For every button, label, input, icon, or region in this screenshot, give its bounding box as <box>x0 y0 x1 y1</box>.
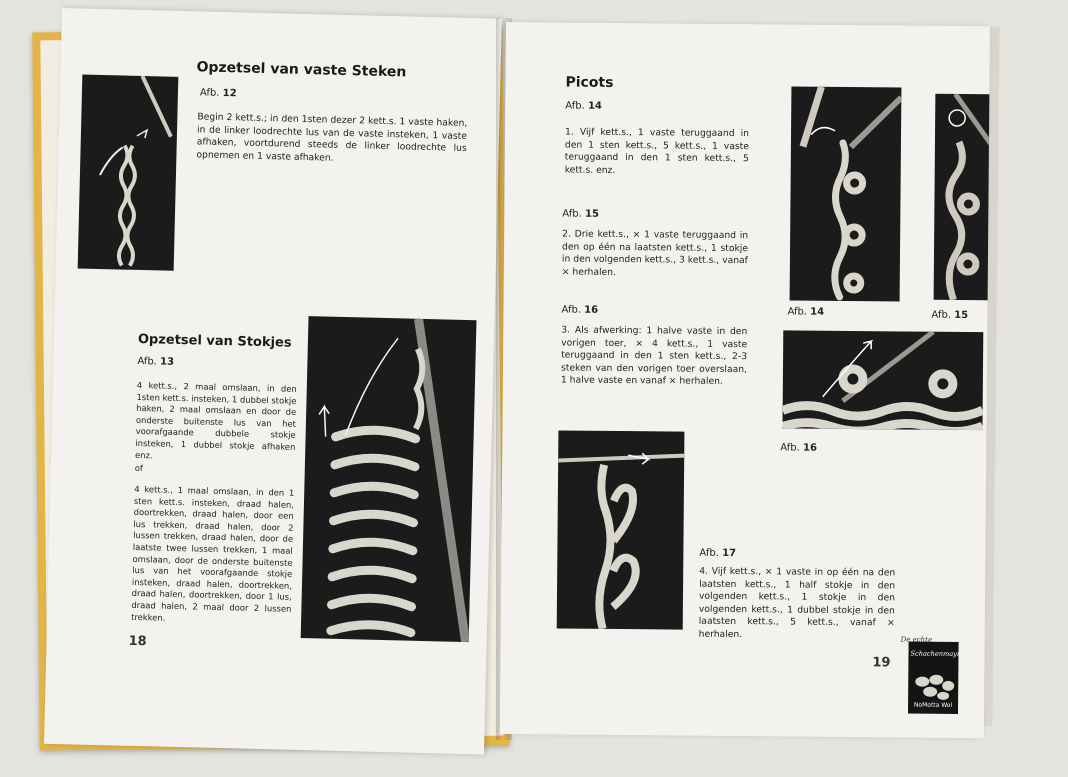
photo-afb-16 <box>782 330 983 430</box>
figure-label-text: Afb. <box>199 87 220 99</box>
caption-number: 14 <box>810 306 825 318</box>
figure-label-15 <box>562 208 599 219</box>
caption-label: Afb. <box>780 442 800 454</box>
right-page <box>500 22 990 738</box>
figure-number: 13 <box>159 356 175 368</box>
section-title-vaste-steken: Opzetsel van vaste Steken <box>196 59 407 81</box>
figure-number: 16 <box>584 304 599 316</box>
section-title-picots: Picots <box>565 74 614 91</box>
paragraph-vaste-steken: Begin 2 kett.s.; in den 1sten dezer 2 kett.s. 1 vaste haken, in de linker loodrechte lus van de vaste insteken, 1 vaste afhaken, voortdurend steeds de linker loodrechte lus opnemen en 1 vaste afhaken. <box>196 111 468 164</box>
photo-afb-15 <box>934 94 990 300</box>
caption-afb-15 <box>931 310 968 321</box>
photo-afb-12 <box>78 75 179 271</box>
page-number-left: 18 <box>128 633 147 650</box>
figure-label-12 <box>200 87 237 99</box>
item-4: 4. Vijf kett.s., ⨯ 1 vaste in op één na den laatsten kett.s., 1 half stokje in den volgenden kett.s., 1 stokje in den volgenden kett.s., 1 dubbel stokje in den laatsten kett.s., 5 kett.s., vanaf ⨯ herhalen. <box>698 565 896 641</box>
logo-name: Schachenmayr <box>910 649 961 658</box>
figure-number: 15 <box>584 208 600 220</box>
figure-number: 17 <box>722 547 737 560</box>
photo-afb-13 <box>301 316 477 642</box>
logo-script: De echte <box>900 635 933 644</box>
caption-label: Afb. <box>787 306 808 318</box>
figure-label-16 <box>561 304 598 315</box>
item-3: 3. Als afwerking: 1 halve vaste in den vorigen toer, ⨯ 4 kett.s., 1 vaste teruggaand in den 1 sten kett.s., 2-3 steken van den vorigen toer overslaan, 1 halve vaste en vanaf ⨯ herhalen. <box>560 324 748 388</box>
caption-number: 16 <box>802 442 817 454</box>
item-1: 1. Vijf kett.s., 1 vaste teruggaand in den 1 sten kett.s., 5 kett.s., 1 vaste teruggaand in den 1 sten kett.s., 5 kett.s. enz. <box>564 126 750 176</box>
figure-number: 12 <box>222 87 237 100</box>
figure-label-text: Afb. <box>699 547 719 559</box>
photo-afb-17 <box>557 430 685 629</box>
figure-label-17 <box>699 548 736 559</box>
caption-label: Afb. <box>931 309 952 321</box>
figure-label-text: Afb. <box>137 355 158 368</box>
paragraph-stokjes-1: 4 kett.s., 2 maal omslaan, in den 1sten kett.s. insteken, 1 dubbel stokje haken, 2 maal omslaan en door de onderste buitenste lus van het voorafgaande dubbele stokje insteken, 1 dubbel stokje afhaken enz. <box>134 379 297 460</box>
logo-brand: NoMotta Wol <box>913 701 953 709</box>
page-number-right: 19 <box>872 655 891 671</box>
figure-number: 14 <box>587 100 602 112</box>
caption-number: 15 <box>954 309 969 322</box>
figure-label-14 <box>565 101 602 112</box>
caption-afb-14 <box>787 306 824 317</box>
paragraph-stokjes-2: 4 kett.s., 1 maal omslaan, in den 1 sten kett.s. insteken, draad halen, doortrekken, draad halen, door een lus trekken, draad halen, door 2 lussen trekken, draad halen, door de laatste twee lussen trekken, 1 maal omslaan, door de onderste buitenste lus van het voorafgaande stokje insteken, draad halen, doortrekken, draad halen, doortrekken, door 1 lus, draad halen, 2 maal door 2 lussen trekken. <box>131 483 295 623</box>
figure-label-text: Afb. <box>562 208 582 220</box>
schachenmayr-logo <box>900 635 961 714</box>
paragraph-of: of <box>134 462 143 474</box>
photo-afb-14 <box>790 86 902 301</box>
left-page <box>44 8 502 755</box>
figure-label-text: Afb. <box>561 304 582 316</box>
item-2: 2. Drie kett.s., ⨯ 1 vaste teruggaand in den op één na laatsten kett.s., 1 stokje in den volgenden kett.s., 3 kett.s., vanaf ⨯ herhalen. <box>561 228 749 278</box>
section-title-stokjes: Opzetsel van Stokjes <box>137 331 292 351</box>
figure-label-13 <box>137 356 174 368</box>
caption-afb-16 <box>780 442 817 453</box>
figure-label-text: Afb. <box>565 100 585 112</box>
